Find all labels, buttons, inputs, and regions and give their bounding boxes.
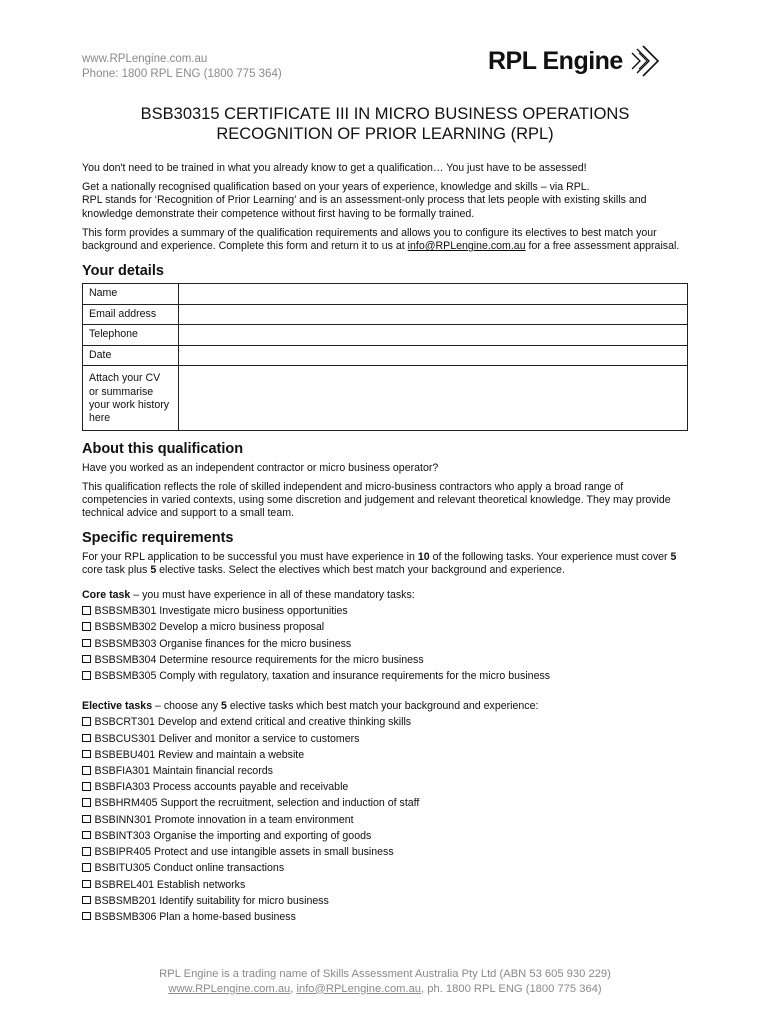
- checkbox-icon[interactable]: [82, 880, 91, 889]
- footer-email-link[interactable]: info@RPLengine.com.au: [296, 982, 422, 995]
- logo-text: RPL Engine: [488, 46, 623, 75]
- elective-task-item[interactable]: [82, 763, 688, 779]
- req-text-a: For your RPL application to be successful you must have experience in: [82, 550, 418, 563]
- elective-task-label: BSBSMB201 Identify suitability for micro business: [94, 894, 329, 907]
- elective-intro: [82, 698, 688, 714]
- date-row: [83, 345, 688, 366]
- requirements-heading: Specific requirements: [82, 530, 234, 547]
- intro-paragraph-3: [82, 227, 688, 253]
- checkbox-icon[interactable]: [82, 606, 91, 615]
- elective-task-item[interactable]: [82, 812, 688, 828]
- checkbox-icon[interactable]: [82, 912, 91, 921]
- telephone-label: Telephone: [83, 325, 179, 346]
- intro-paragraph-2: [82, 181, 688, 221]
- req-count-core: 5: [670, 550, 677, 563]
- core-task-label: BSBSMB301 Investigate micro business opportunities: [94, 605, 348, 618]
- elective-task-label: BSBIPR405 Protect and use intangible assets in small business: [94, 846, 394, 859]
- intro-p3-text: This form provides a summary of the qualification requirements and allows you to configure its electives to best match your background and experience. Complete this form and return it to us at: [82, 226, 657, 253]
- cv-field[interactable]: [179, 366, 688, 431]
- core-task-label: BSBSMB302 Develop a micro business proposal: [94, 621, 325, 634]
- checkbox-icon[interactable]: [82, 655, 91, 664]
- req-count-total: 10: [417, 550, 430, 563]
- cv-label: Attach your CV or summarise your work history here: [83, 366, 179, 431]
- elective-task-item[interactable]: [82, 893, 688, 909]
- telephone-field[interactable]: [179, 325, 688, 346]
- elective-task-label: BSBREL401 Establish networks: [94, 878, 246, 891]
- about-heading: About this qualification: [82, 441, 244, 458]
- email-field[interactable]: [179, 304, 688, 325]
- elective-task-item[interactable]: [82, 714, 688, 730]
- checkbox-icon[interactable]: [82, 750, 91, 759]
- req-count-elective: 5: [150, 563, 157, 576]
- checkbox-icon[interactable]: [82, 815, 91, 824]
- contact-email-link[interactable]: info@RPLengine.com.au: [407, 240, 526, 253]
- elective-count: 5: [221, 700, 227, 713]
- elective-label: Elective tasks: [82, 700, 153, 713]
- core-task-label: BSBSMB305 Comply with regulatory, taxation and insurance requirements for the micro business: [94, 670, 551, 683]
- elective-task-label: BSBITU305 Conduct online transactions: [94, 862, 285, 875]
- intro-paragraph-2b: RPL stands for ‘Recognition of Prior Learning’ and is an assessment-only process that lets people with existing skills and knowledge demonstrate their competence without first having to be formally trained.: [82, 194, 647, 220]
- intro-paragraph-1: You don't need to be trained in what you already know to get a qualification… You just have to be assessed!: [82, 162, 587, 174]
- intro-paragraph-2a: Get a nationally recognised qualification based on your years of experience, knowledge and skills – via RPL.: [82, 181, 590, 194]
- core-task-item[interactable]: [82, 619, 688, 635]
- core-task-item[interactable]: [82, 636, 688, 652]
- checkbox-icon[interactable]: [82, 831, 91, 840]
- your-details-heading: Your details: [82, 263, 164, 280]
- elective-task-list: [82, 714, 688, 925]
- elective-task-label: BSBHRM405 Support the recruitment, selection and induction of staff: [94, 797, 420, 810]
- chevron-logo-icon: [627, 44, 663, 78]
- about-description: This qualification reflects the role of skilled independent and micro-business contractors who apply a broad range of competencies in varied contexts, using some discretion and judgement and relevant theoretical knowledge. They may provide technical advice and support to a small team.: [82, 480, 671, 520]
- elective-task-label: BSBFIA303 Process accounts payable and receivable: [94, 781, 349, 794]
- checkbox-icon[interactable]: [82, 734, 91, 743]
- name-field[interactable]: [179, 284, 688, 305]
- req-text-e: core task plus: [82, 563, 151, 576]
- core-task-label: BSBSMB303 Organise finances for the micro business: [94, 637, 352, 650]
- page-title: [0, 104, 770, 144]
- elective-task-label: BSBSMB306 Plan a home-based business: [94, 910, 296, 923]
- elective-task-label: BSBFIA301 Maintain financial records: [94, 765, 273, 778]
- header-phone: Phone: 1800 RPL ENG (1800 775 364): [82, 68, 282, 80]
- req-text-g: elective tasks. Select the electives which best match your background and experience.: [156, 563, 565, 576]
- date-field[interactable]: [179, 345, 688, 366]
- main-content: [82, 162, 688, 925]
- name-row: [83, 284, 688, 305]
- footer-company-line: RPL Engine is a trading name of Skills Assessment Australia Pty Ltd (ABN 53 605 930 229): [159, 968, 611, 980]
- elective-task-label: BSBCUS301 Deliver and monitor a service to customers: [94, 732, 360, 745]
- elective-task-label: BSBINT303 Organise the importing and exporting of goods: [94, 829, 372, 842]
- elective-task-label: BSBCRT301 Develop and extend critical and creative thinking skills: [94, 716, 412, 729]
- checkbox-icon[interactable]: [82, 717, 91, 726]
- checkbox-icon[interactable]: [82, 798, 91, 807]
- elective-intro-c: elective tasks which best match your background and experience:: [226, 700, 539, 713]
- core-task-item[interactable]: [82, 668, 688, 684]
- telephone-row: [83, 325, 688, 346]
- elective-task-item[interactable]: [82, 844, 688, 860]
- elective-task-item[interactable]: [82, 731, 688, 747]
- req-text-c: of the following tasks. Your experience must cover: [429, 550, 671, 563]
- footer-contact-line: [0, 982, 770, 997]
- requirements-text: [82, 551, 688, 577]
- name-label: Name: [83, 284, 179, 305]
- core-task-item[interactable]: [82, 603, 688, 619]
- checkbox-icon[interactable]: [82, 863, 91, 872]
- page-footer: [0, 967, 770, 996]
- header-website[interactable]: www.RPLengine.com.au: [82, 53, 208, 65]
- elective-task-item[interactable]: [82, 877, 688, 893]
- elective-task-label: BSBINN301 Promote innovation in a team environment: [94, 813, 354, 826]
- elective-task-item[interactable]: [82, 779, 688, 795]
- about-question: Have you worked as an independent contractor or micro business operator?: [82, 461, 439, 474]
- core-intro-text: – you must have experience in all of these mandatory tasks:: [130, 589, 415, 602]
- elective-task-item[interactable]: [82, 909, 688, 925]
- checkbox-icon[interactable]: [82, 782, 91, 791]
- checkbox-icon[interactable]: [82, 766, 91, 775]
- core-task-list: [82, 603, 688, 684]
- intro-p3-end: for a free assessment appraisal.: [525, 240, 680, 253]
- title-line-1: BSB30315 CERTIFICATE III IN MICRO BUSINESS OPERATIONS: [140, 105, 630, 123]
- checkbox-icon[interactable]: [82, 639, 91, 648]
- elective-task-item[interactable]: [82, 860, 688, 876]
- elective-task-item[interactable]: [82, 795, 688, 811]
- checkbox-icon[interactable]: [82, 847, 91, 856]
- rpl-engine-logo: [488, 44, 663, 78]
- elective-task-item[interactable]: [82, 828, 688, 844]
- core-task-label: BSBSMB304 Determine resource requirements for the micro business: [94, 653, 424, 666]
- checkbox-icon[interactable]: [82, 671, 91, 680]
- core-intro: [82, 587, 688, 603]
- title-line-2: RECOGNITION OF PRIOR LEARNING (RPL): [216, 125, 554, 143]
- elective-task-label: BSBEBU401 Review and maintain a website: [94, 748, 305, 761]
- core-task-item[interactable]: [82, 652, 688, 668]
- footer-phone: , ph. 1800 RPL ENG (1800 775 364): [421, 982, 602, 995]
- elective-task-item[interactable]: [82, 747, 688, 763]
- elective-intro-a: – choose any: [152, 700, 221, 713]
- checkbox-icon[interactable]: [82, 896, 91, 905]
- core-label: Core task: [82, 589, 131, 602]
- your-details-table: [82, 283, 688, 431]
- footer-separator: ,: [290, 982, 297, 995]
- email-label: Email address: [83, 304, 179, 325]
- date-label: Date: [83, 345, 179, 366]
- header-contact: [82, 52, 282, 82]
- checkbox-icon[interactable]: [82, 622, 91, 631]
- cv-row: [83, 366, 688, 431]
- footer-website-link[interactable]: www.RPLengine.com.au: [168, 982, 291, 995]
- email-row: [83, 304, 688, 325]
